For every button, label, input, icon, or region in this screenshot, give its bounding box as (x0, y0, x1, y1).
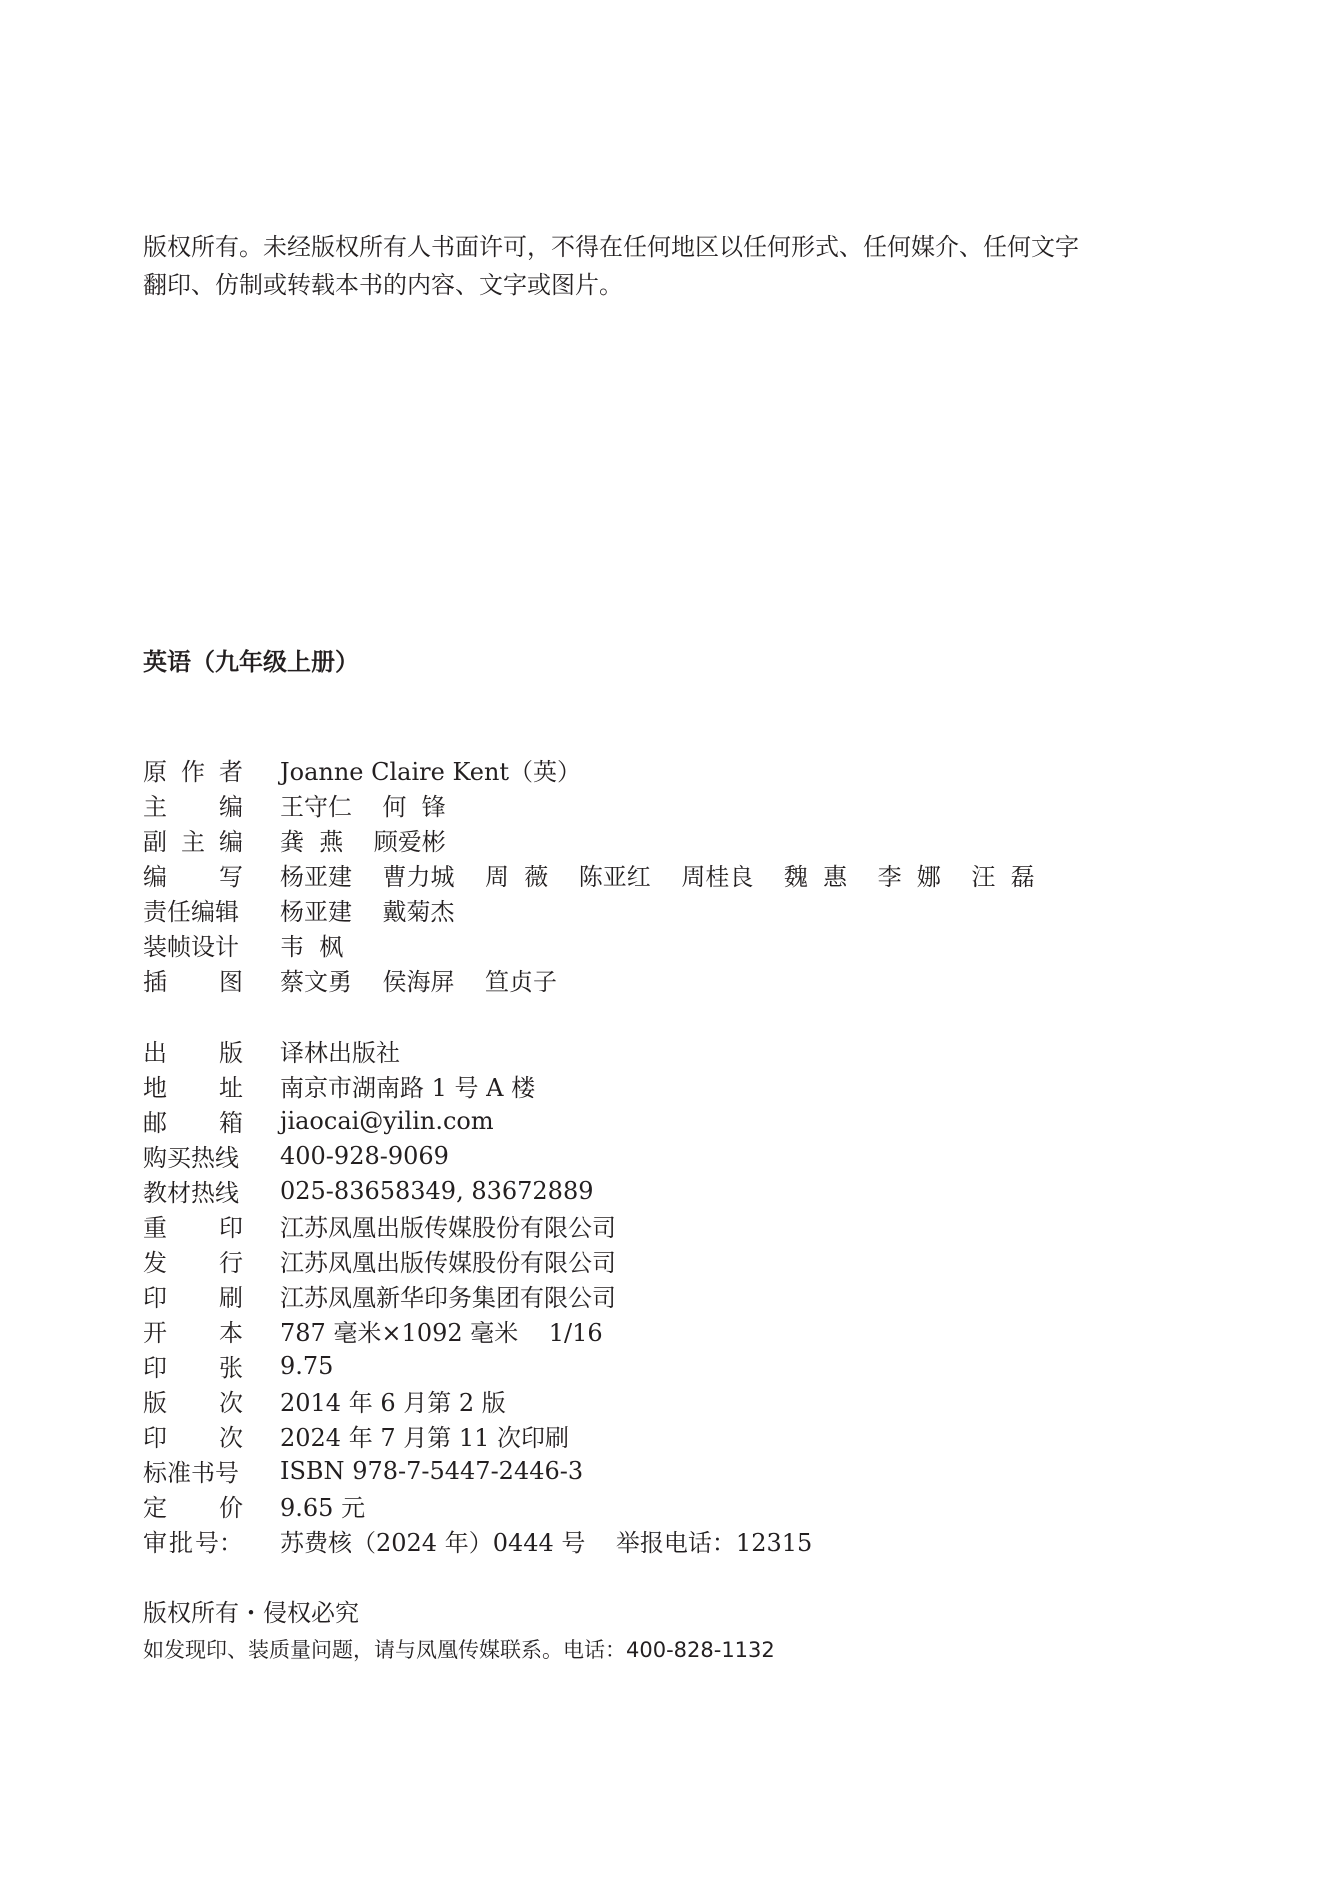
info-value: 2014 年 6 月第 2 版 (280, 1389, 506, 1417)
info-label-char: 张 (219, 1354, 243, 1382)
info-label-char: 定 (143, 1494, 167, 1522)
info-label (143, 1523, 243, 1558)
info-row (143, 1033, 812, 1068)
info-label-char: 行 (219, 1249, 243, 1277)
info-row (143, 857, 1035, 892)
info-label-char: 印 (143, 1354, 167, 1382)
info-value: 江苏凤凰新华印务集团有限公司 (280, 1284, 616, 1312)
info-label (143, 1208, 243, 1243)
info-label-char: 次 (219, 1389, 243, 1417)
info-label (143, 927, 243, 962)
info-label-char: 本 (219, 1319, 243, 1347)
info-label (143, 787, 243, 822)
info-label (143, 1383, 243, 1418)
info-row (143, 1138, 812, 1173)
info-value: 译林出版社 (280, 1039, 400, 1067)
info-value: jiaocai@yilin.com (280, 1106, 494, 1135)
info-label (143, 822, 243, 857)
info-label (143, 962, 243, 997)
info-row (143, 752, 1035, 787)
info-label (143, 1103, 243, 1138)
info-label (143, 1278, 243, 1313)
info-label-char: 次 (219, 1424, 243, 1452)
info-value: 蔡文勇 侯海屏 笪贞子 (280, 968, 558, 996)
rights-reserved-title: 版权所有・侵权必究 (143, 1599, 359, 1627)
info-label (143, 1173, 243, 1208)
info-label-char: 版 (143, 1389, 167, 1417)
info-label-char: 插 (143, 968, 167, 996)
info-label-char: 教材热线 (143, 1179, 239, 1207)
info-row (143, 1313, 812, 1348)
info-row (143, 1243, 812, 1278)
info-label (143, 857, 243, 892)
info-label (143, 892, 243, 927)
info-label-char: 主 (143, 793, 167, 821)
info-label-char: 批 (169, 1529, 193, 1557)
info-row (143, 962, 1035, 997)
quality-contact-line: 如发现印、装质量问题，请与凤凰传媒联系。电话：400-828-1132 (143, 1638, 775, 1662)
info-label-char: 印 (143, 1424, 167, 1452)
info-label-char: 写 (219, 863, 243, 891)
info-value: 江苏凤凰出版传媒股份有限公司 (280, 1249, 616, 1277)
info-row (143, 787, 1035, 822)
info-label-char: 标准书号 (143, 1459, 239, 1487)
info-label-char: 邮 (143, 1109, 167, 1137)
info-row (143, 1383, 812, 1418)
credits-list (143, 752, 1035, 997)
info-label (143, 1348, 243, 1383)
info-row (143, 1418, 812, 1453)
info-label-char: 刷 (219, 1284, 243, 1312)
info-row (143, 1278, 812, 1313)
info-label (143, 752, 243, 787)
info-value: 苏费核（2024 年）0444 号 举报电话：12315 (280, 1529, 813, 1557)
info-row (143, 822, 1035, 857)
info-row (143, 892, 1035, 927)
info-row (143, 927, 1035, 962)
book-title: 英语（九年级上册） (143, 648, 359, 676)
info-label-char: 作 (181, 758, 205, 786)
info-label-char: 出 (143, 1039, 167, 1067)
info-value: 龚 燕 顾爱彬 (280, 828, 446, 856)
info-label-char: 印 (143, 1284, 167, 1312)
info-label-char: 编 (219, 793, 243, 821)
info-label-char: 审 (143, 1529, 167, 1557)
info-label-char: 者 (219, 758, 243, 786)
info-value: 787 毫米×1092 毫米 1/16 (280, 1319, 603, 1347)
info-label-char: 版 (219, 1039, 243, 1067)
info-label-char: 号： (195, 1529, 243, 1557)
info-value: 2024 年 7 月第 11 次印刷 (280, 1424, 570, 1452)
info-label-char: 购买热线 (143, 1144, 239, 1172)
info-label-char: 发 (143, 1249, 167, 1277)
info-value: 江苏凤凰出版传媒股份有限公司 (280, 1214, 616, 1242)
publication-info-list (143, 1033, 812, 1558)
copyright-notice (143, 228, 1143, 304)
info-value: 9.75 (280, 1351, 334, 1380)
info-value: ISBN 978-7-5447-2446-3 (280, 1456, 584, 1485)
info-value: Joanne Claire Kent（英） (280, 758, 582, 786)
info-row (143, 1453, 812, 1488)
info-label-char: 图 (219, 968, 243, 996)
info-value: 杨亚建 曹力城 周 薇 陈亚红 周桂良 魏 惠 李 娜 汪 磊 (280, 863, 1035, 891)
info-label-char: 地 (143, 1074, 167, 1102)
info-value: 400-928-9069 (280, 1141, 449, 1170)
info-label-char: 价 (219, 1494, 243, 1522)
info-row (143, 1523, 812, 1558)
info-row (143, 1173, 812, 1208)
info-row (143, 1348, 812, 1383)
info-label-char: 箱 (219, 1109, 243, 1137)
info-label (143, 1243, 243, 1278)
info-label-char: 主 (181, 828, 205, 856)
copyright-notice-line-1: 版权所有。未经版权所有人书面许可，不得在任何地区以任何形式、任何媒介、任何文字 (143, 233, 1079, 261)
info-label (143, 1453, 243, 1488)
info-label (143, 1138, 243, 1173)
info-row (143, 1103, 812, 1138)
info-label (143, 1313, 243, 1348)
info-label (143, 1418, 243, 1453)
info-value: 9.65 元 (280, 1494, 366, 1522)
info-label-char: 编 (143, 863, 167, 891)
info-label (143, 1488, 243, 1523)
info-value: 王守仁 何 锋 (280, 793, 446, 821)
info-label-char: 编 (219, 828, 243, 856)
info-value: 杨亚建 戴菊杰 (280, 898, 455, 926)
info-label (143, 1068, 243, 1103)
info-label-char: 印 (219, 1214, 243, 1242)
info-label-char: 副 (143, 828, 167, 856)
info-label-char: 开 (143, 1319, 167, 1347)
copyright-notice-line-2: 翻印、仿制或转载本书的内容、文字或图片。 (143, 271, 623, 299)
info-value: 南京市湖南路 1 号 A 楼 (280, 1074, 536, 1102)
info-row (143, 1208, 812, 1243)
info-row (143, 1488, 812, 1523)
info-value: 韦 枫 (280, 933, 344, 961)
info-label-char: 装帧设计 (143, 933, 239, 961)
info-row (143, 1068, 812, 1103)
info-label-char: 址 (219, 1074, 243, 1102)
info-label (143, 1033, 243, 1068)
info-label-char: 重 (143, 1214, 167, 1242)
info-label-char: 责任编辑 (143, 898, 239, 926)
info-label-char: 原 (143, 758, 167, 786)
info-value: 025-83658349, 83672889 (280, 1176, 594, 1205)
